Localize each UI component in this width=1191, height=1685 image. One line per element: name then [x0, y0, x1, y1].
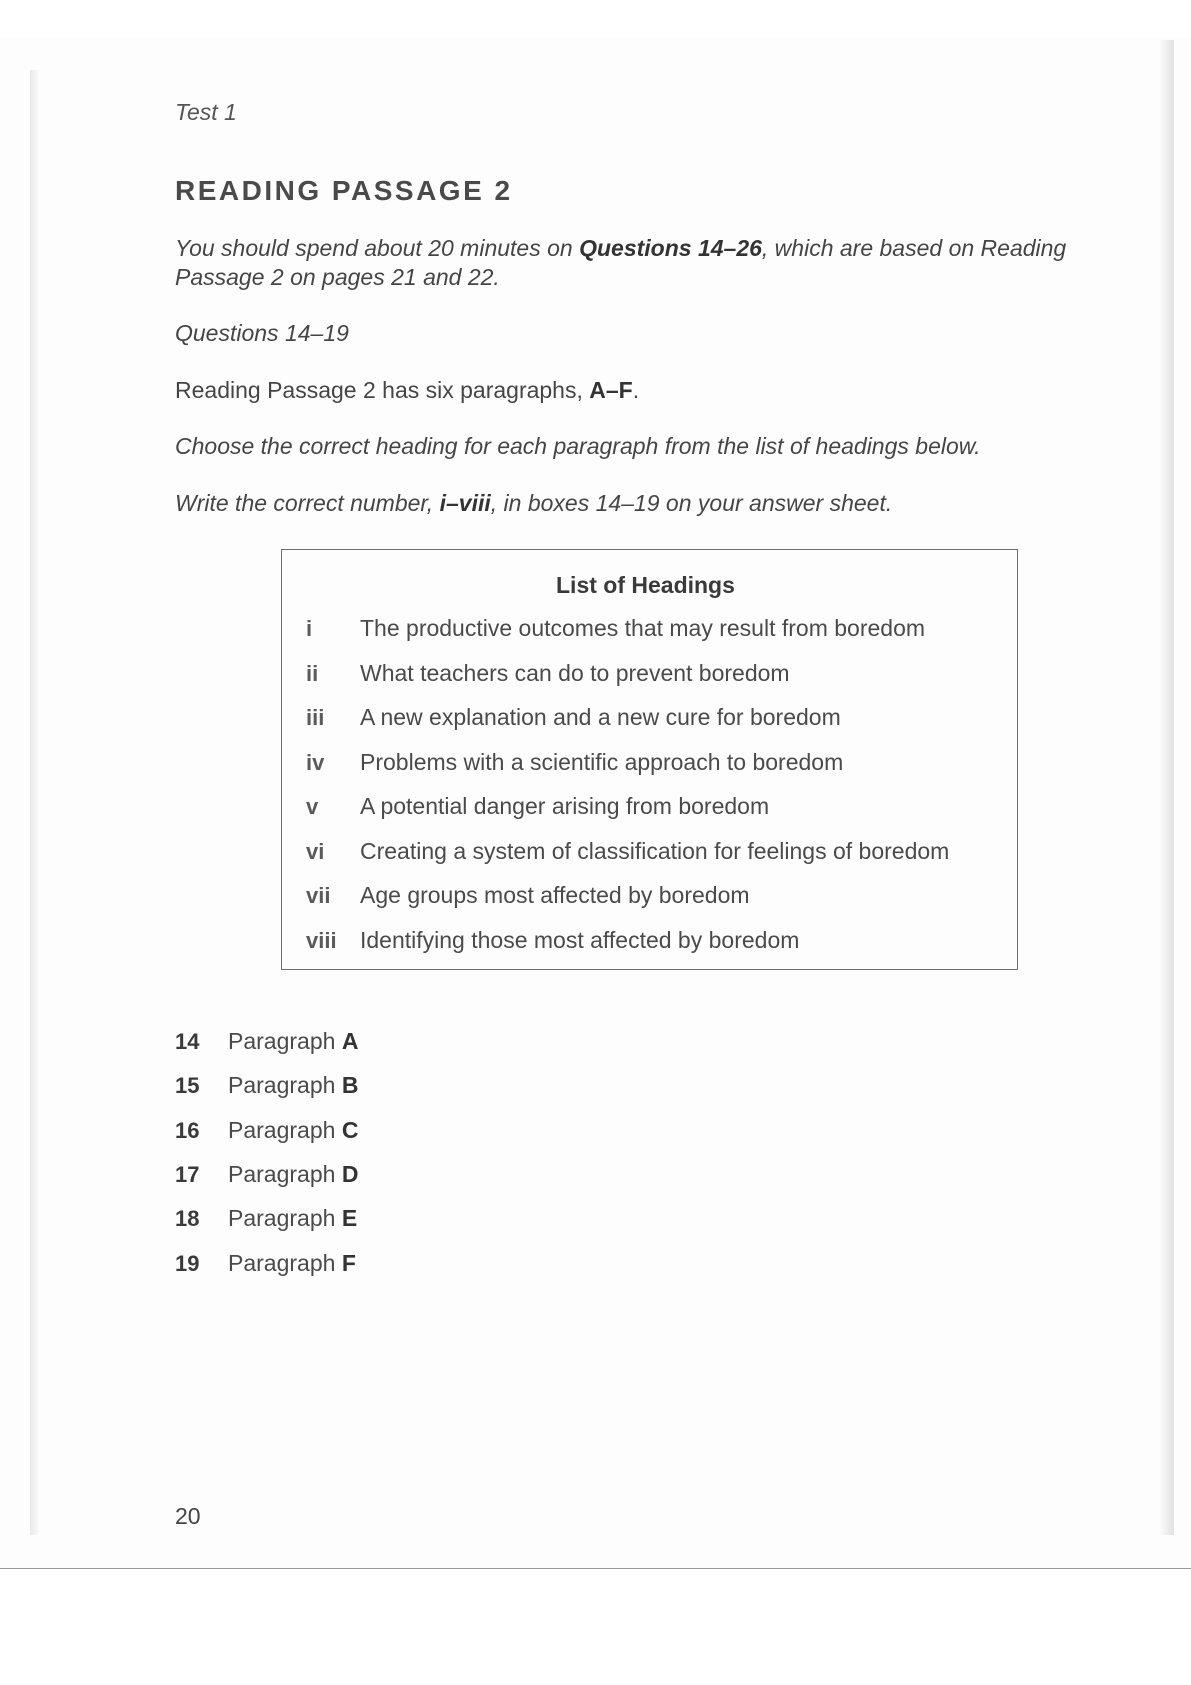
- question-label-text: Paragraph: [228, 1028, 342, 1054]
- heading-text: A potential danger arising from boredom: [360, 793, 770, 819]
- heading-number: ii: [306, 661, 319, 686]
- question-number: 15: [175, 1073, 200, 1098]
- heading-number: vii: [306, 883, 331, 908]
- questions-range-heading: Questions 14–19: [175, 320, 349, 346]
- instruction-write-text: Write the correct number,: [175, 490, 440, 516]
- list-of-headings-title: List of Headings: [556, 572, 735, 598]
- heading-number: iv: [306, 750, 325, 775]
- page-bottom-edge: [0, 1568, 1191, 1569]
- question-number: 16: [175, 1118, 200, 1143]
- heading-text: Problems with a scientific approach to boredom: [360, 749, 844, 775]
- question-paragraph-letter: A: [341, 1028, 359, 1054]
- question-label: [228, 1117, 358, 1144]
- question-number: 14: [175, 1029, 200, 1054]
- question-label: [228, 1161, 358, 1188]
- heading-number: vi: [306, 839, 325, 864]
- instruction-choose: Choose the correct heading for each paragraph from the list of headings below.: [175, 433, 981, 459]
- heading-number: iii: [306, 705, 325, 730]
- intro-text: You should spend about 20 minutes on: [175, 235, 580, 261]
- heading-text: The productive outcomes that may result from boredom: [360, 615, 926, 641]
- heading-number: i: [306, 616, 313, 641]
- question-paragraph-letter: F: [341, 1250, 356, 1276]
- instruction-write-range: i–viii: [439, 490, 491, 516]
- paragraphs-info-end: .: [632, 377, 640, 403]
- question-label: [228, 1072, 358, 1099]
- page-left-shadow: [30, 70, 38, 1535]
- question-label: [228, 1250, 356, 1277]
- question-paragraph-letter: C: [341, 1117, 359, 1143]
- question-paragraph-letter: E: [341, 1205, 358, 1231]
- question-label-text: Paragraph: [228, 1161, 342, 1187]
- question-paragraph-letter: B: [341, 1072, 359, 1098]
- instruction-write: [175, 488, 892, 518]
- question-label-text: Paragraph: [228, 1250, 342, 1276]
- paragraphs-range: A–F: [589, 377, 633, 403]
- question-paragraph-letter: D: [341, 1161, 359, 1187]
- section-title: READING PASSAGE 2: [175, 175, 513, 206]
- intro-line-1: [175, 233, 1066, 263]
- heading-text: Creating a system of classification for feelings of boredom: [360, 838, 950, 864]
- heading-text: What teachers can do to prevent boredom: [360, 660, 790, 686]
- intro-text-end: , which are based on Reading: [761, 235, 1067, 261]
- question-number: 18: [175, 1206, 200, 1231]
- question-number: 17: [175, 1162, 200, 1187]
- running-head: Test 1: [175, 99, 237, 125]
- question-label: [228, 1205, 357, 1232]
- instruction-write-end: , in boxes 14–19 on your answer sheet.: [490, 490, 893, 516]
- heading-text: Age groups most affected by boredom: [360, 882, 750, 908]
- page-number: 20: [175, 1503, 201, 1529]
- question-label-text: Paragraph: [228, 1205, 342, 1231]
- question-label-text: Paragraph: [228, 1072, 342, 1098]
- heading-text: A new explanation and a new cure for boredom: [360, 704, 841, 730]
- question-label: [228, 1028, 358, 1055]
- intro-questions-range: Questions 14–26: [579, 235, 762, 261]
- heading-number: v: [306, 794, 319, 819]
- page-right-shadow: [1160, 40, 1174, 1535]
- paragraphs-info: [175, 375, 639, 405]
- heading-text: Identifying those most affected by boredom: [360, 927, 800, 953]
- paragraphs-info-text: Reading Passage 2 has six paragraphs,: [175, 377, 590, 403]
- question-label-text: Paragraph: [228, 1117, 342, 1143]
- question-number: 19: [175, 1251, 200, 1276]
- intro-line-2: Passage 2 on pages 21 and 22.: [175, 264, 500, 290]
- heading-number: viii: [306, 928, 337, 953]
